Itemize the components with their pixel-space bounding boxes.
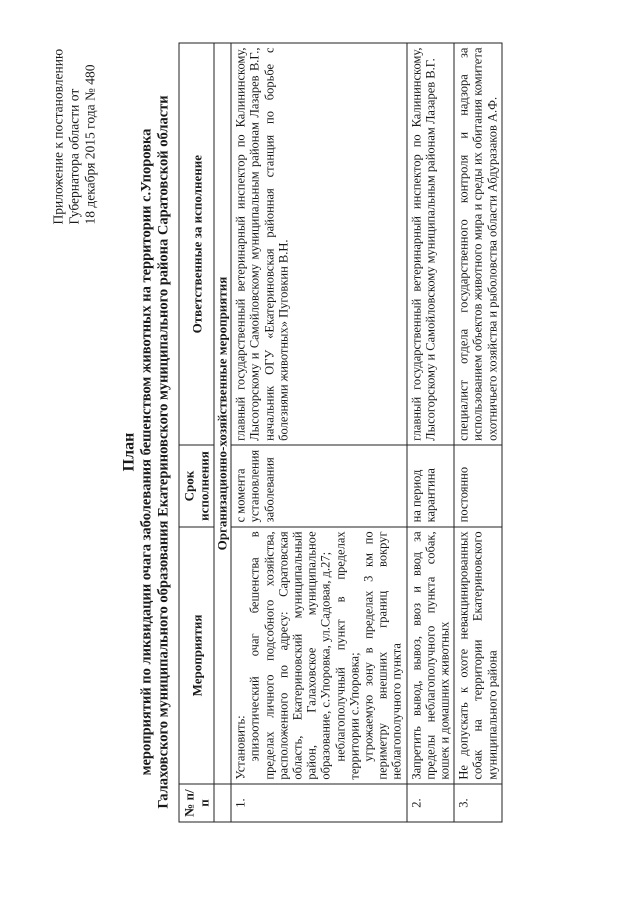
row-number: 2.	[407, 784, 455, 822]
header-measures: Мероприятия	[179, 527, 214, 784]
row-term: на период карантина	[407, 445, 455, 527]
row-measure: Запретить вывод, вывоз, ввоз и ввод за пределы неблагополучного пункта собак, кошек и домашних животных	[407, 527, 455, 784]
appendix-line-2: Губернатора области от	[66, 88, 82, 225]
row-number: 1.	[231, 784, 406, 822]
measures-table	[179, 43, 503, 823]
row-term: с момента установления заболевания	[231, 445, 406, 527]
row-responsible: главный государственный ветеринарный инспектор по Калининскому, Лысогорскому и Самойловскому муниципальным районам Лазарев В.Г., начальник ОГУ «Екатериновская районная станция по борьбе с болезнями животных» Пуговкин В.Н.	[231, 43, 406, 445]
row-responsible: специалист отдела государственного контроля и надзора за использованием объектов животного мира и среды их обитания комитета охотничьего хозяйства и рыболовства области Абдуразаков А.Ф.	[454, 43, 502, 445]
document-subtitle-2: Галаховского муниципального образования Екатериновского муниципального района Саратовской области	[155, 95, 172, 809]
appendix-note	[51, 15, 99, 225]
table-row	[231, 43, 406, 822]
appendix-line-3: 18 декабря 2015 года № 480	[82, 64, 98, 225]
header-num: № п/п	[179, 784, 214, 822]
document-title: План	[120, 432, 138, 472]
row-number: 3.	[454, 784, 502, 822]
table-header-row	[179, 43, 214, 822]
section-empty-cell	[214, 784, 231, 822]
measure-part: угрожаемую зону в пределах 3 км по периметру внешних границ вокруг неблагополучного пункта	[361, 531, 404, 780]
document-subtitle-1: мероприятий по ликвидации очага заболевания бешенством животных на территории с.Упоровка	[138, 128, 155, 776]
section-title: Организационно-хозяйственные мероприятия	[214, 43, 231, 784]
header-term: Срок исполнения	[179, 445, 214, 527]
table-row	[407, 43, 455, 822]
measure-part: эпизоотический очаг бешенства в пределах личного подсобного хозяйства, расположенного по адресу: Саратовская область, Екатериновский муниципальный район, Галаховское муниципальное образование, с.Упоровка, ул.Садовая, д.27;	[247, 531, 333, 780]
row-term: постоянно	[454, 445, 502, 527]
row-measure: Не допускать к охоте невакцинированных собак на территории Екатериновского муниципального района	[454, 527, 502, 784]
measure-part: Установить:	[233, 715, 248, 780]
table-row	[454, 43, 502, 822]
measure-part: неблагополучный пункт в пределах территории с.Упоровка;	[333, 531, 362, 780]
header-responsible: Ответственные за исполнение	[179, 43, 214, 445]
rotated-document-page	[1, 0, 640, 905]
appendix-line-1: Приложение к постановлению	[50, 48, 66, 225]
row-measure	[231, 527, 406, 784]
row-responsible: главный государственный ветеринарный инспектор по Калининскому, Лысогорскому и Самойловскому муниципальным районам Лазарев В.Г.	[407, 43, 455, 445]
document-title-block	[121, 0, 173, 905]
table-section-row	[214, 43, 231, 822]
